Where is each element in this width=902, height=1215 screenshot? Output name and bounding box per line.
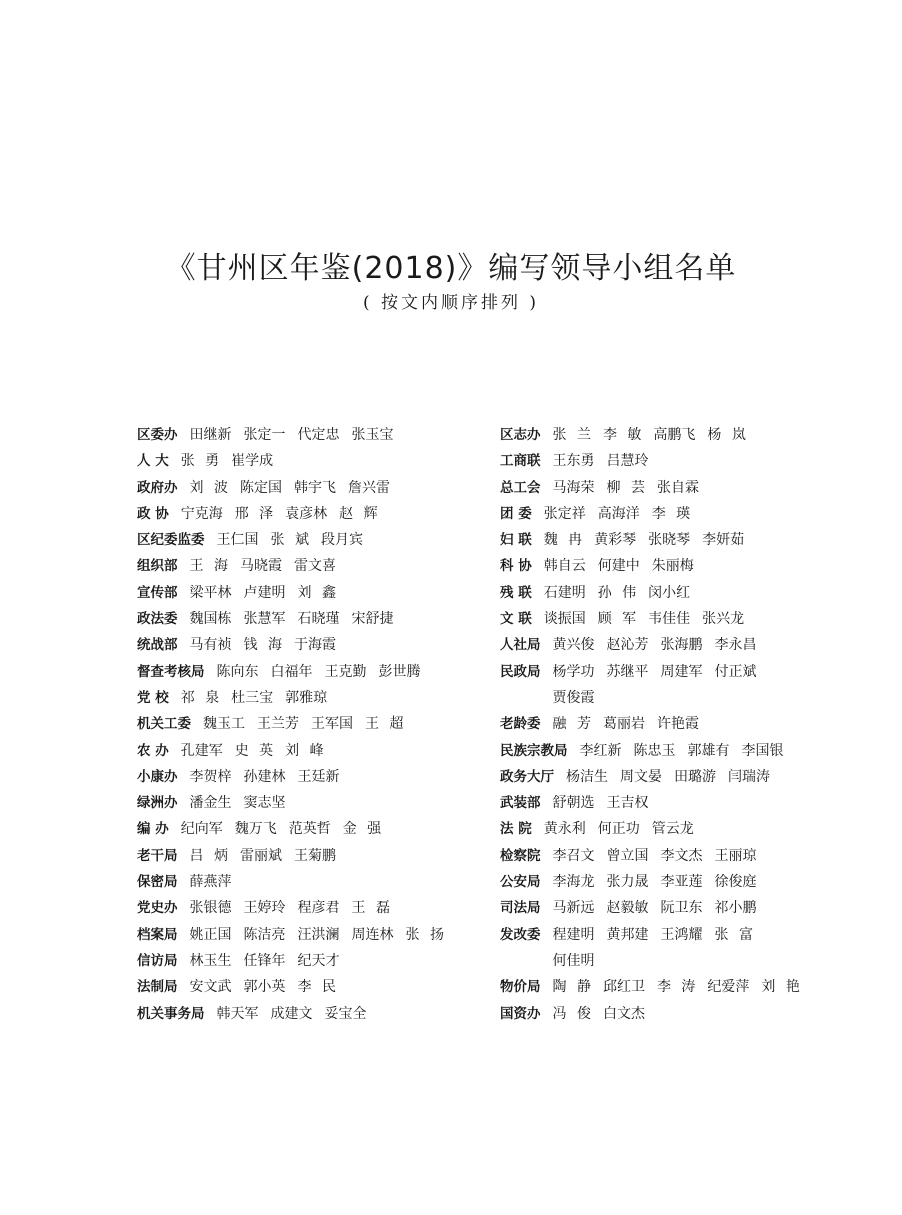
member-name: 安文武 [189,979,232,996]
department-name: 国资办 [500,1005,541,1022]
member-names [553,790,813,816]
department-name: 政 协 [137,505,169,522]
member-name: 钱 海 [243,637,282,654]
member-names [181,738,509,764]
department-name: 小康办 [137,768,178,785]
member-names [181,501,509,527]
department-entry [500,606,812,632]
member-names [190,948,510,974]
member-name: 黄彩琴 [594,532,637,549]
member-name: 詹兴雷 [347,479,390,496]
member-name: 宋舒捷 [351,611,394,628]
department-entry [500,553,812,579]
department-entry [137,475,509,501]
department-name: 团 委 [500,505,532,522]
department-name: 编 办 [137,821,169,838]
member-names [553,475,813,501]
member-names [181,685,509,711]
member-name: 王婷玲 [243,900,286,917]
member-names [544,580,812,606]
member-names [190,606,510,632]
page-title: 《甘州区年鉴(2018)》编写领导小组名单 [165,251,737,286]
member-name: 赵沁芳 [606,637,649,654]
member-name: 魏万飞 [234,821,277,838]
member-name: 田璐游 [674,768,716,785]
member-name: 妥宝全 [324,1005,367,1022]
member-name: 成建文 [270,1005,313,1022]
member-names [544,501,812,527]
member-name: 林玉生 [189,952,232,969]
member-name: 袁彦林 [285,505,328,522]
member-name: 汪洪澜 [297,926,340,943]
member-name: 曾立国 [606,847,649,864]
member-name: 韩宇飞 [293,479,336,496]
member-name: 邢 泽 [234,505,274,522]
member-names [203,711,509,737]
member-name: 郭小英 [243,979,286,996]
member-name: 李 民 [297,979,336,996]
member-names [553,974,813,1000]
member-name: 纪天才 [297,952,340,969]
department-entry [500,816,812,842]
member-names [544,606,812,632]
department-entry [500,1001,812,1027]
department-name: 政法委 [137,611,178,628]
member-name: 高海洋 [597,505,640,522]
member-name: 王 磊 [351,900,390,917]
department-name: 区志办 [500,427,541,443]
member-name: 杨学功 [552,663,595,680]
member-name: 刘 艳 [761,979,800,996]
member-name: 马有祯 [189,637,232,654]
member-names [553,922,813,975]
department-entry [500,659,812,712]
member-name: 刘 鑫 [297,584,336,601]
member-names [190,869,510,895]
member-name: 刘 波 [189,479,228,496]
department-name: 统战部 [137,637,178,654]
member-name: 朱丽梅 [651,558,694,575]
department-name: 档案局 [137,926,178,943]
department-entry [137,501,509,527]
department-entry [500,580,812,606]
member-name: 许艳霞 [656,716,699,733]
department-name: 党 校 [137,689,169,706]
member-name: 吕 炳 [189,847,228,864]
member-names [190,843,510,869]
member-name: 王克勤 [324,663,367,680]
department-name: 武装部 [500,795,541,812]
member-names [544,553,812,579]
member-name: 宁克海 [180,505,223,522]
department-entry [500,738,812,764]
member-name: 孙 伟 [597,584,637,601]
member-name: 张自霖 [656,479,699,496]
department-name: 区纪委监委 [137,532,205,549]
member-name: 张海鹏 [660,637,703,654]
member-name: 陶 静 [552,979,591,996]
department-entry [500,895,812,921]
member-name: 陈洁亮 [243,926,286,943]
member-name: 魏玉工 [203,716,245,733]
member-name: 周连林 [351,926,394,943]
department-name: 信访局 [137,952,178,969]
department-entry [137,632,509,658]
member-name: 崔学成 [231,453,274,470]
member-name: 张定一 [243,427,286,443]
department-entry [500,764,812,790]
department-entry [137,580,509,606]
member-name: 赵 辉 [339,505,378,522]
member-name: 苏继平 [606,663,649,680]
member-name: 张定祥 [543,505,586,522]
member-name: 李亚莲 [660,874,703,891]
member-name: 黄兴俊 [552,637,595,654]
member-name: 杜三宝 [231,689,274,706]
member-name: 陈定国 [239,479,282,496]
member-name: 何正功 [597,821,640,838]
department-entry [500,869,812,895]
department-name: 法制局 [137,979,178,996]
member-name: 邱红卫 [602,979,645,996]
member-name: 陈忠玉 [633,742,676,759]
member-name: 田继新 [189,427,232,443]
department-entry [500,501,812,527]
department-entry [137,922,509,948]
member-name: 张银德 [189,900,232,917]
member-name: 魏国栋 [189,611,232,628]
member-name: 李永昌 [714,637,757,654]
member-name: 白福年 [270,663,313,680]
member-name: 李贺梓 [189,768,232,785]
department-name: 文 联 [500,611,532,628]
member-name: 程建明 [552,926,595,943]
member-name: 于海霞 [293,637,336,654]
member-name: 孙建林 [243,768,286,785]
member-name: 王菊鹏 [293,847,336,864]
department-name: 老干局 [137,847,178,864]
department-name: 检察院 [500,847,541,864]
department-name: 法 院 [500,821,532,838]
department-name: 宣传部 [137,584,178,601]
member-name: 谈振国 [543,611,586,628]
member-name: 孔建军 [180,742,223,759]
member-names [553,711,813,737]
member-name: 王廷新 [297,768,340,785]
member-names [553,1001,813,1027]
department-entry [500,790,812,816]
member-name: 舒朝选 [552,795,595,812]
member-name: 周文晏 [620,768,662,785]
member-name: 何建中 [597,558,640,575]
member-names [181,816,509,842]
member-name: 马晓霞 [239,558,282,575]
member-name: 祁小鹏 [714,900,757,917]
member-name: 潘金生 [189,795,232,812]
member-name: 黄永利 [543,821,586,838]
member-name: 李国银 [741,742,784,759]
member-names [190,895,510,921]
member-name: 李召文 [552,847,595,864]
member-name: 闫瑞涛 [728,768,770,785]
department-entry [500,711,812,737]
department-name: 民政局 [500,663,541,680]
department-name: 总工会 [500,479,541,496]
member-name: 范英哲 [288,821,331,838]
member-name: 杨洁生 [566,768,608,785]
member-name: 贾俊霞 [552,689,595,706]
member-name: 张玉宝 [351,427,394,443]
member-name: 马新远 [552,900,595,917]
department-name: 发改委 [500,926,541,943]
member-name: 王兰芳 [257,716,299,733]
member-names [544,527,812,553]
member-name: 李文杰 [660,847,703,864]
department-entry [500,922,812,975]
member-name: 石建明 [543,584,586,601]
member-name: 陈向东 [216,663,259,680]
member-name: 程彦君 [297,900,340,917]
department-entry [137,448,509,474]
department-name: 绿洲办 [137,795,178,812]
member-name: 薛燕萍 [189,874,232,891]
member-name: 管云龙 [651,821,694,838]
department-entry [500,527,812,553]
department-name: 机关工委 [137,716,191,733]
member-name: 魏 冉 [543,532,583,549]
department-entry [137,895,509,921]
member-names [217,527,510,553]
right-column [500,422,812,1027]
member-name: 王吉权 [606,795,649,812]
department-entry [137,685,509,711]
member-name: 周建军 [660,663,703,680]
member-names [190,475,510,501]
member-name: 王仁国 [216,532,259,549]
member-name: 闵小红 [648,584,691,601]
department-entry [500,843,812,869]
member-name: 杨 岚 [707,427,746,443]
member-name: 任锋年 [243,952,286,969]
department-name: 工商联 [500,453,541,470]
department-name: 人社局 [500,637,541,654]
member-name: 韩天军 [216,1005,259,1022]
member-names [190,922,510,948]
department-name: 政务大厅 [500,768,554,785]
member-name: 张 斌 [270,532,309,549]
member-name: 李 涛 [656,979,696,996]
member-names [217,659,510,685]
member-name: 张 勇 [180,453,220,470]
department-name: 农 办 [137,742,169,759]
member-name: 葛丽岩 [602,716,645,733]
member-name: 张 兰 [552,427,591,443]
member-name: 张力晟 [606,874,649,891]
member-name: 张慧军 [243,611,286,628]
department-entry [500,475,812,501]
department-name: 督查考核局 [137,663,205,680]
department-name: 人 大 [137,453,169,470]
member-names [580,738,813,764]
member-name: 张 扬 [405,926,444,943]
member-names [190,790,510,816]
member-name: 窦志坚 [243,795,286,812]
member-name: 白文杰 [602,1005,645,1022]
member-name: 融 芳 [552,716,591,733]
department-entry [137,711,509,737]
member-names [190,632,510,658]
department-entry [137,527,509,553]
department-name: 公安局 [500,874,541,891]
member-name: 王 海 [189,558,228,575]
department-entry [137,659,509,685]
member-name: 雷文喜 [293,558,336,575]
member-name: 韩自云 [543,558,586,575]
department-entry [137,816,509,842]
member-name: 顾 军 [597,611,637,628]
member-name: 张兴龙 [702,611,745,628]
member-name: 柳 芸 [606,479,645,496]
member-names [553,448,813,474]
department-name: 物价局 [500,979,541,996]
member-name: 徐俊庭 [714,874,757,891]
member-names [553,659,813,712]
department-name: 残 联 [500,584,532,601]
department-name: 区委办 [137,427,178,443]
member-names [553,869,813,895]
member-name: 张 富 [714,926,753,943]
member-names [190,422,510,448]
member-name: 张晓琴 [648,532,691,549]
department-entry [137,790,509,816]
member-names [190,974,510,1000]
member-names [553,422,813,448]
member-name: 吕慧玲 [606,453,649,470]
member-names [190,764,510,790]
member-name: 阮卫东 [660,900,703,917]
member-name: 刘 峰 [285,742,324,759]
member-name: 韦佳佳 [648,611,691,628]
department-entry [137,1001,509,1027]
member-name: 石晓瑾 [297,611,340,628]
department-entry [137,422,509,448]
department-entry [500,422,812,448]
member-name: 雷丽斌 [239,847,282,864]
department-entry [137,738,509,764]
department-name: 党史办 [137,900,178,917]
department-entry [137,948,509,974]
member-name: 卢建明 [243,584,286,601]
member-names [217,1001,510,1027]
department-entry [137,553,509,579]
department-entry [137,869,509,895]
member-name: 梁平林 [189,584,232,601]
member-name: 郭雅琼 [285,689,328,706]
department-entry [500,632,812,658]
member-name: 纪爱萍 [707,979,750,996]
member-name: 王鸿耀 [660,926,703,943]
department-name: 民族宗教局 [500,742,568,759]
member-names [190,553,510,579]
department-entry [500,974,812,1000]
member-name: 冯 俊 [552,1005,591,1022]
department-name: 司法局 [500,900,541,917]
left-column [137,422,509,1027]
member-name: 段月宾 [320,532,363,549]
department-name: 机关事务局 [137,1005,205,1022]
member-name: 赵毅敏 [606,900,649,917]
member-name: 姚正国 [189,926,232,943]
department-entry [137,974,509,1000]
member-name: 王军国 [311,716,353,733]
member-name: 祁 泉 [180,689,220,706]
member-names [190,580,510,606]
member-names [566,764,812,790]
member-name: 纪向军 [180,821,223,838]
member-name: 何佳明 [552,952,595,969]
department-name: 保密局 [137,874,178,891]
member-name: 高鹏飞 [653,427,696,443]
member-names [181,448,509,474]
member-name: 李妍茹 [702,532,745,549]
department-name: 政府办 [137,479,178,496]
member-name: 付正斌 [714,663,757,680]
member-name: 马海荣 [552,479,595,496]
member-name: 王 超 [365,716,404,733]
member-name: 王东勇 [552,453,595,470]
member-name: 郭雄有 [687,742,730,759]
member-names [553,632,813,658]
department-name: 老龄委 [500,716,541,733]
member-name: 金 强 [342,821,382,838]
member-name: 李 敏 [602,427,642,443]
department-entry [137,843,509,869]
department-entry [137,606,509,632]
member-name: 王丽琼 [714,847,757,864]
department-entry [137,764,509,790]
department-name: 组织部 [137,558,178,575]
member-names [553,895,813,921]
member-name: 彭世腾 [378,663,421,680]
member-name: 李 瑛 [651,505,691,522]
member-names [553,843,813,869]
page-subtitle: ( 按文内顺序排列 ) [362,293,540,313]
department-entry [500,448,812,474]
member-name: 代定忠 [297,427,340,443]
member-name: 李海龙 [552,874,595,891]
member-name: 黄邦建 [606,926,649,943]
department-name: 科 协 [500,558,532,575]
member-name: 李红新 [579,742,622,759]
department-name: 妇 联 [500,532,532,549]
member-name: 史 英 [234,742,274,759]
member-names [544,816,812,842]
